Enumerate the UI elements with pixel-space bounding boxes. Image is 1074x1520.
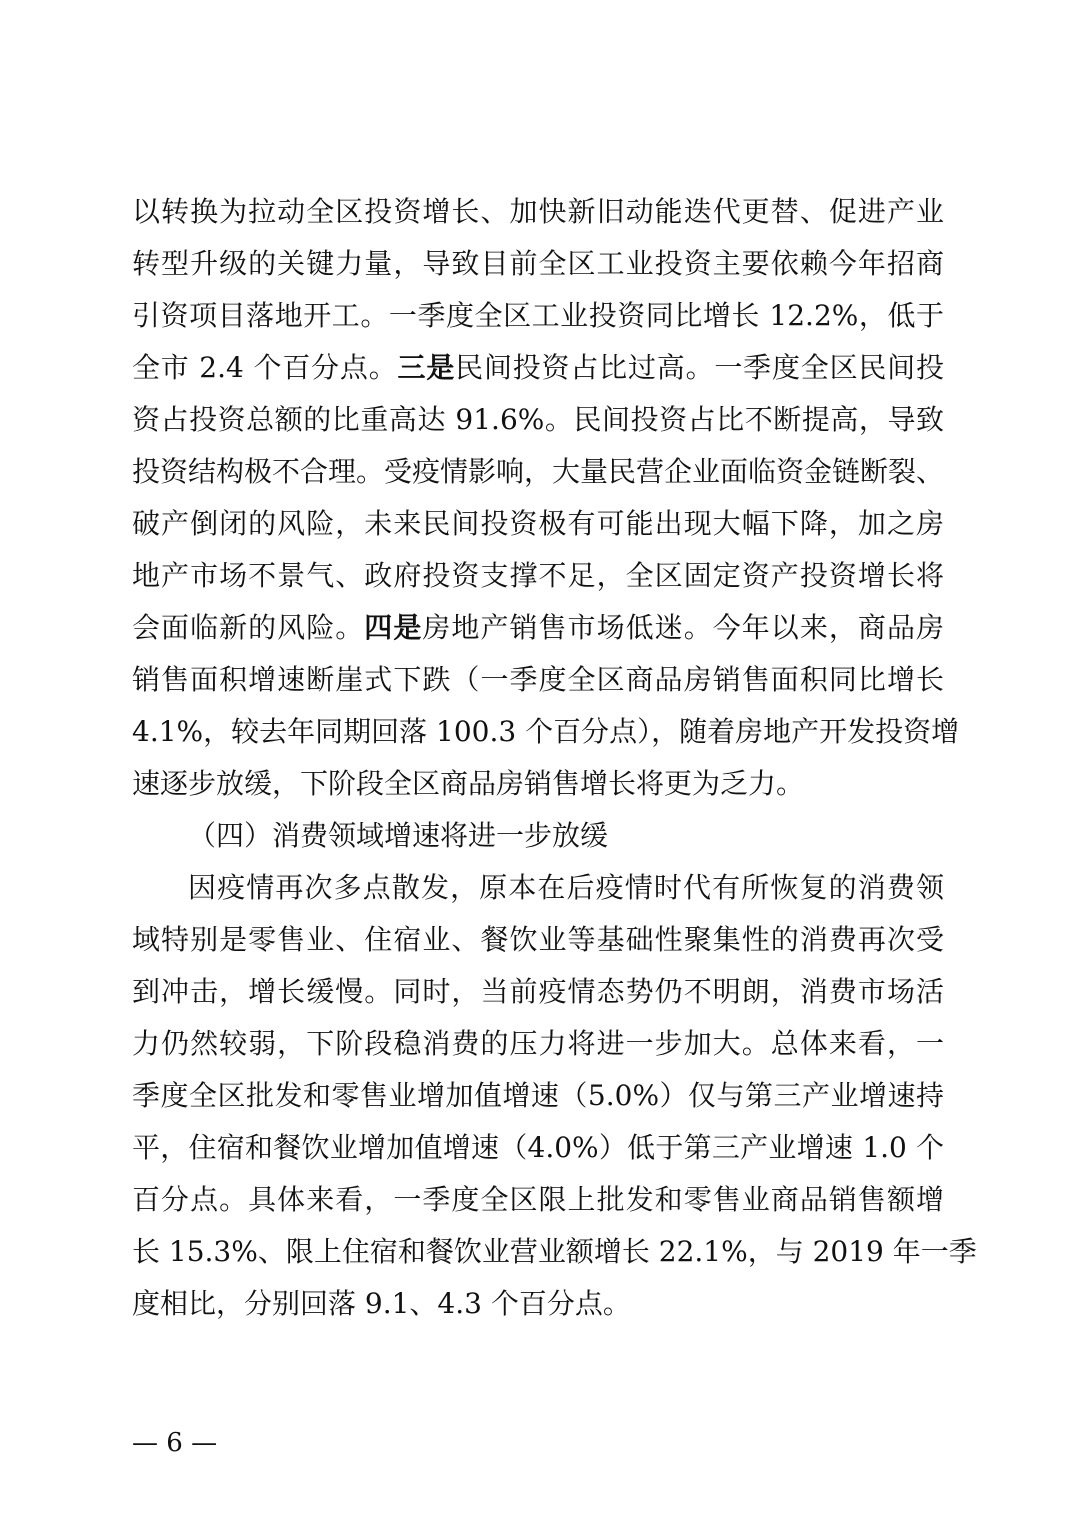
text-segment: 会面临新的风险。: [132, 611, 365, 644]
text-line: 力仍然较弱，下阶段稳消费的压力将进一步加大。总体来看，一: [132, 1027, 944, 1060]
text-line: 百分点。具体来看，一季度全区限上批发和零售业商品销售额增: [132, 1183, 944, 1216]
text-line: 以转换为拉动全区投资增长、加快新旧动能迭代更替、促进产业: [132, 195, 944, 228]
text-line: 破产倒闭的风险，未来民间投资极有可能出现大幅下降，加之房: [132, 507, 944, 540]
text-line: 季度全区批发和零售业增加值增速（5.0%）仅与第三产业增速持: [132, 1079, 944, 1112]
text-line: 地产市场不景气、政府投资支撑不足，全区固定资产投资增长将: [132, 559, 944, 592]
page-number: — 6 —: [132, 1428, 218, 1458]
text-line: 投资结构极不合理。受疫情影响，大量民营企业面临资金链断裂、: [132, 455, 945, 488]
text-line: 度相比，分别回落 9.1、4.3 个百分点。: [132, 1287, 631, 1320]
text-segment: 民间投资占比过高。一季度全区民间投: [455, 351, 944, 384]
text-line: 平，住宿和餐饮业增加值增速（4.0%）低于第三产业增速 1.0 个: [132, 1131, 944, 1164]
text-line: [132, 342, 944, 394]
text-line: 速逐步放缓，下阶段全区商品房销售增长将更为乏力。: [132, 767, 805, 800]
lead-marker-four: 四是: [364, 611, 423, 644]
text-line: 长 15.3%、限上住宿和餐饮业营业额增长 22.1%，与 2019 年一季: [132, 1235, 977, 1268]
document-body: [132, 186, 977, 1330]
text-line: 引资项目落地开工。一季度全区工业投资同比增长 12.2%，低于: [132, 299, 944, 332]
text-segment: 房地产销售市场低迷。今年以来，商品房: [422, 611, 944, 644]
text-line: 4.1%，较去年同期回落 100.3 个百分点），随着房地产开发投资增: [132, 715, 960, 748]
text-line: 销售面积增速断崖式下跌（一季度全区商品房销售面积同比增长: [132, 663, 944, 696]
text-line: 转型升级的关键力量，导致目前全区工业投资主要依赖今年招商: [132, 247, 944, 280]
text-line: 到冲击，增长缓慢。同时，当前疫情态势仍不明朗，消费市场活: [132, 975, 944, 1008]
text-line: 因疫情再次多点散发，原本在后疫情时代有所恢复的消费领: [188, 871, 944, 904]
text-line: [132, 602, 944, 654]
text-segment: 全市 2.4 个百分点。: [132, 351, 398, 384]
text-line: 域特别是零售业、住宿业、餐饮业等基础性聚集性的消费再次受: [132, 923, 944, 956]
section-heading: （四）消费领域增速将进一步放缓: [188, 819, 609, 852]
lead-marker-three: 三是: [397, 351, 456, 384]
text-line: 资占投资总额的比重高达 91.6%。民间投资占比不断提高，导致: [132, 403, 944, 436]
